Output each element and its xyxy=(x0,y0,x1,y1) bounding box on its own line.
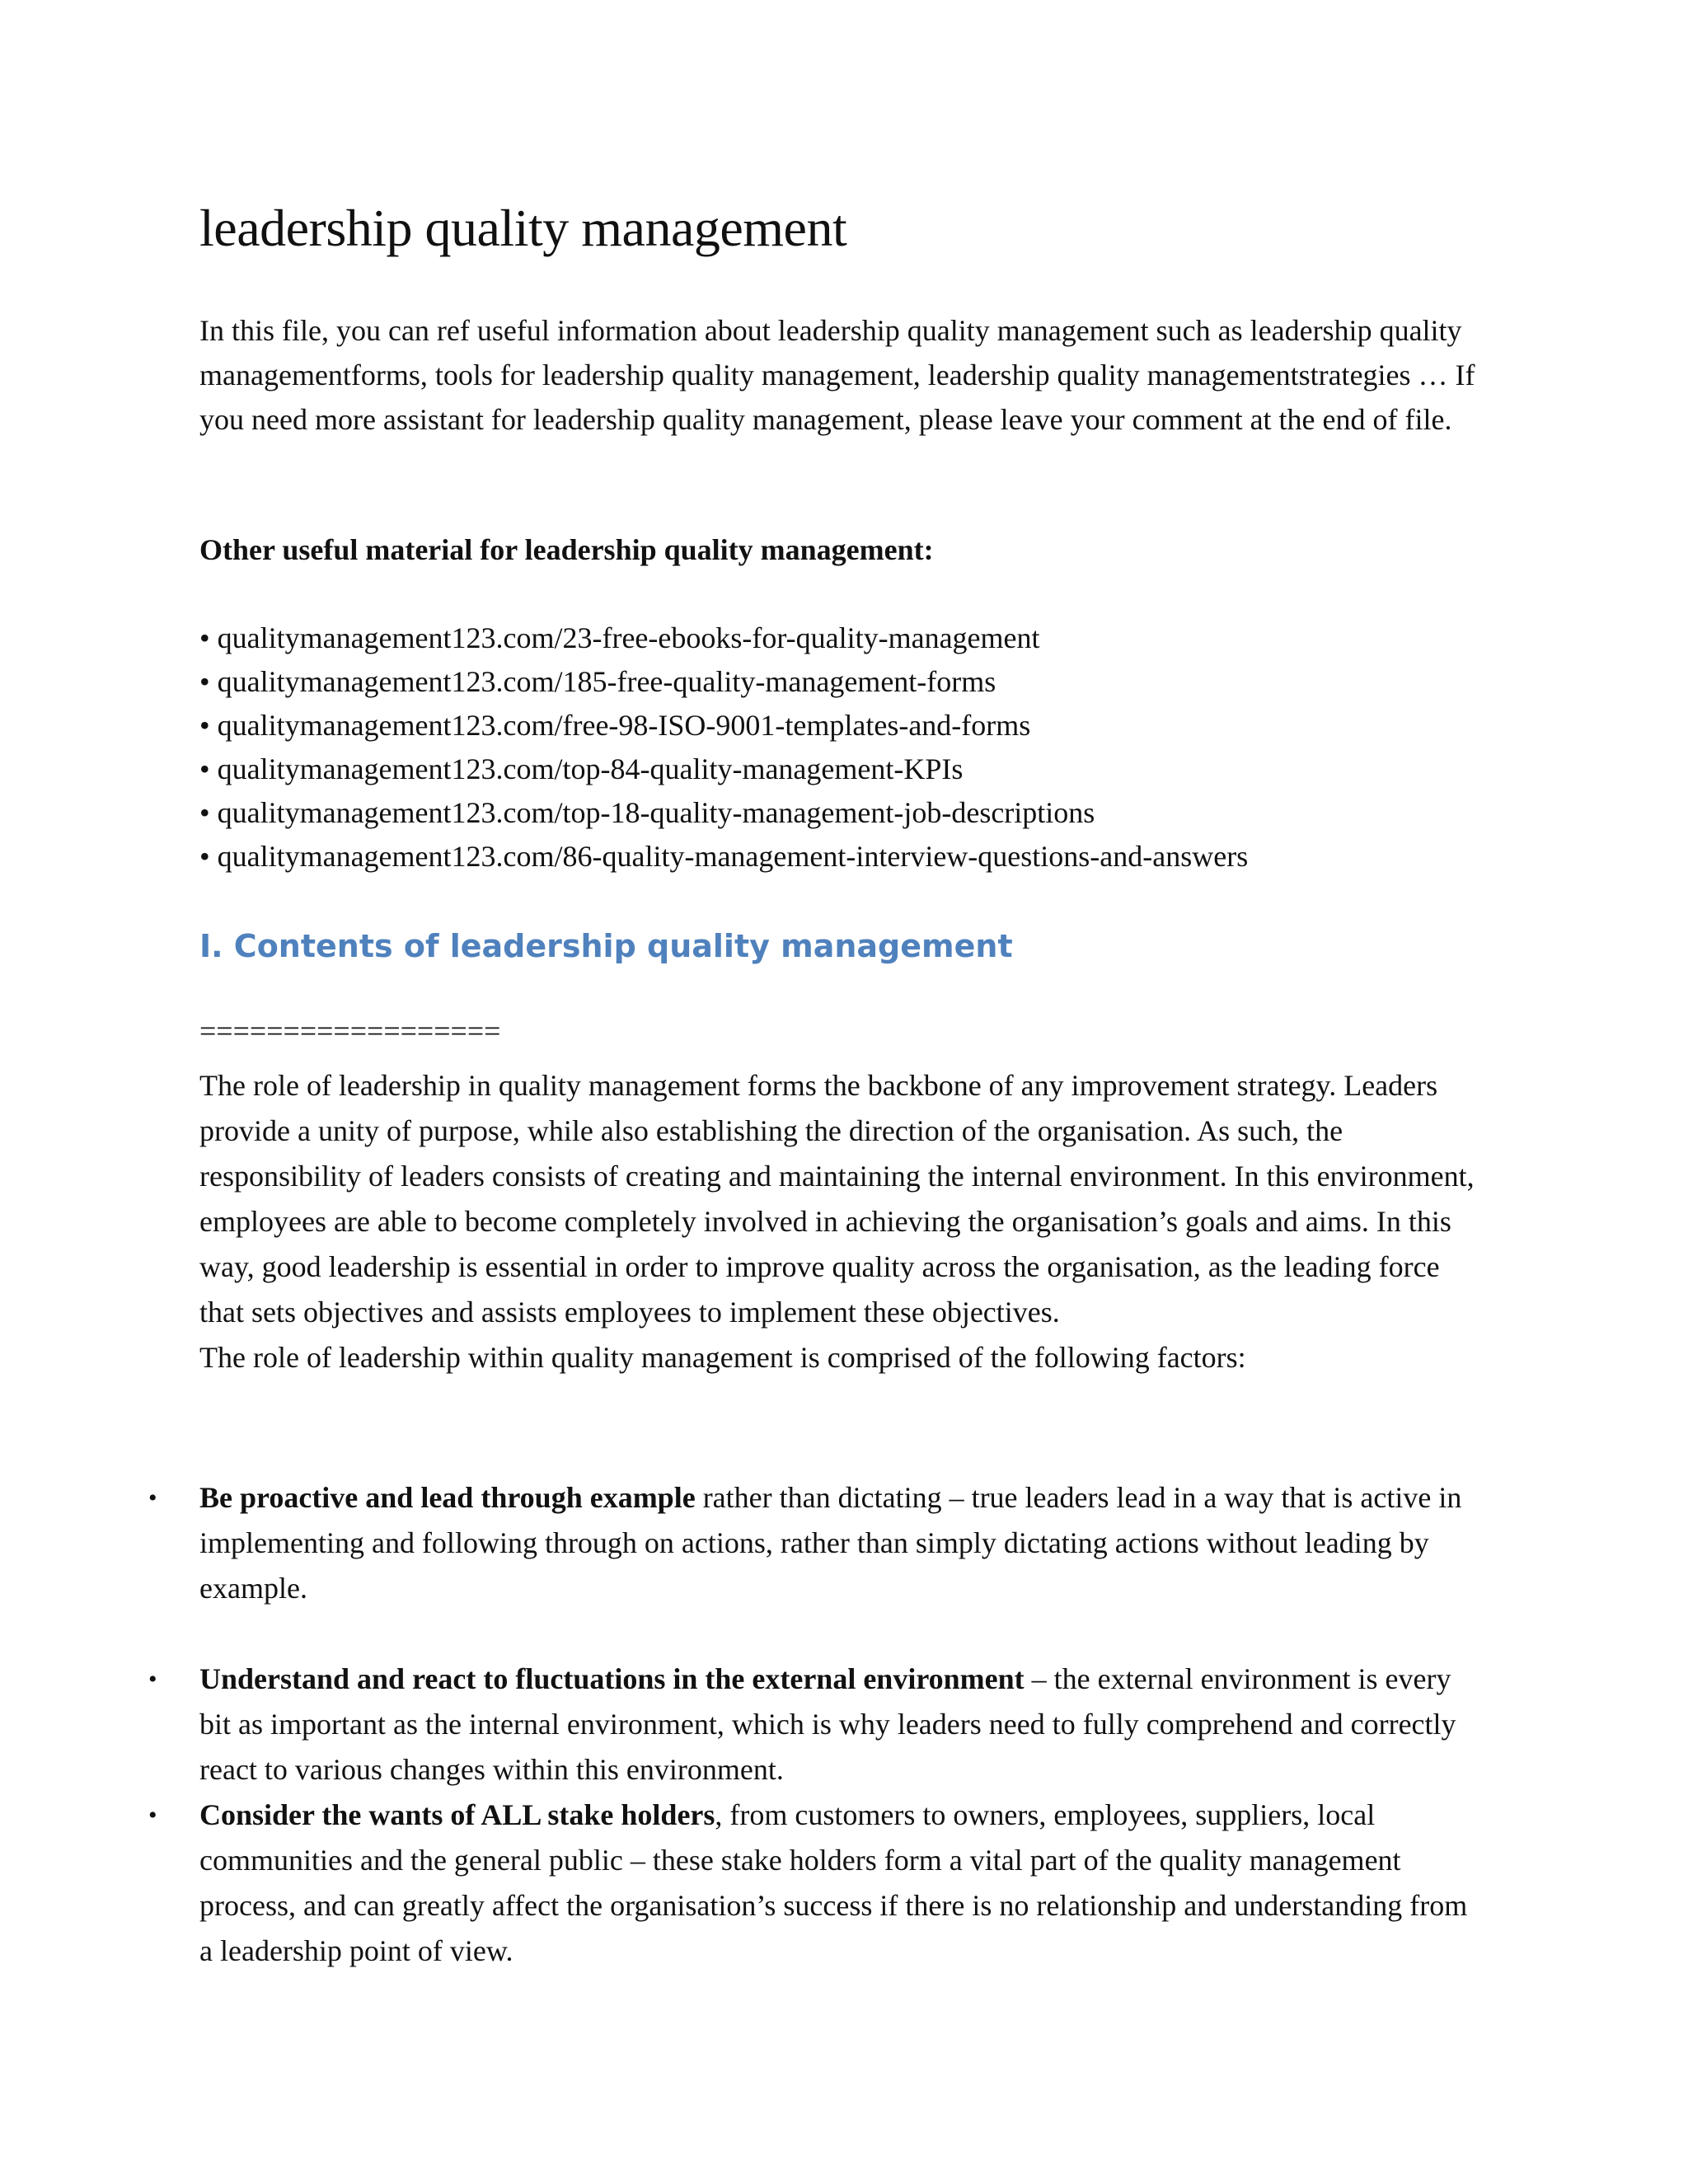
factor-list-item-3 xyxy=(148,1793,1485,1974)
resource-link[interactable]: • qualitymanagement123.com/free-98-ISO-9001-templates-and-forms xyxy=(199,709,1031,742)
factor-text: , from customers to owners, employees, suppliers, local communities and the general public – these stake holders form a vital part of the quality management process, and can greatly affect the organisation’s success if there is no relationship and understanding from a leadership point of view. xyxy=(199,1798,1468,1967)
resource-link-list xyxy=(199,616,1248,879)
section-heading: I. Contents of leadership quality management xyxy=(199,928,1013,964)
factor-title: Be proactive and lead through example xyxy=(199,1481,696,1514)
factor-title: Understand and react to fluctuations in the external environment xyxy=(199,1662,1025,1695)
body-paragraph-block xyxy=(199,1063,1475,1380)
factor-text: rather than dictating – true leaders lead in a way that is active in implementing and following through on actions, rather than simply dictating actions without leading by example. xyxy=(199,1481,1462,1605)
other-material-heading: Other useful material for leadership quality management: xyxy=(199,533,934,566)
factor-list-item-2 xyxy=(148,1657,1485,1793)
resource-link[interactable]: • qualitymanagement123.com/top-18-quality-management-job-descriptions xyxy=(199,796,1095,829)
bullet-icon: • xyxy=(148,1484,157,1511)
bullet-icon: • xyxy=(148,1666,157,1693)
factor-title: Consider the wants of ALL stake holders xyxy=(199,1798,715,1831)
divider-line: ================== xyxy=(199,1015,501,1047)
body-paragraph: The role of leadership in quality management forms the backbone of any improvement strategy. Leaders provide a unity of purpose, while also establishing the direction of the organisation. As such, the responsibility of leaders consists of creating and maintaining the internal environment. In this environment, employees are able to become completely involved in achieving the organisation’s goals and aims. In this way, good leadership is essential in order to improve quality across the organisation, as the leading force that sets objectives and assists employees to implement these objectives. xyxy=(199,1069,1475,1329)
resource-link[interactable]: • qualitymanagement123.com/86-quality-management-interview-questions-and-answers xyxy=(199,840,1249,873)
resource-link[interactable]: • qualitymanagement123.com/185-free-quality-management-forms xyxy=(199,665,996,698)
factors-intro: The role of leadership within quality management is comprised of the following factors: xyxy=(199,1341,1246,1374)
document-title: leadership quality management xyxy=(199,199,847,257)
resource-link[interactable]: • qualitymanagement123.com/23-free-ebooks-for-quality-management xyxy=(199,621,1040,654)
intro-paragraph: In this file, you can ref useful information about leadership quality management such as leadership quality managementforms, tools for leadership quality management, leadership quality managementstrategies … If you need more assistant for leadership quality management, please leave your comment at the end of file. xyxy=(199,314,1475,436)
factor-text: – the external environment is every bit as important as the internal environment, which is why leaders need to fully comprehend and correctly react to various changes within this environment. xyxy=(199,1662,1456,1786)
resource-link[interactable]: • qualitymanagement123.com/top-84-quality-management-KPIs xyxy=(199,752,964,785)
factor-list-item-1 xyxy=(148,1475,1485,1611)
bullet-icon: • xyxy=(148,1802,157,1829)
